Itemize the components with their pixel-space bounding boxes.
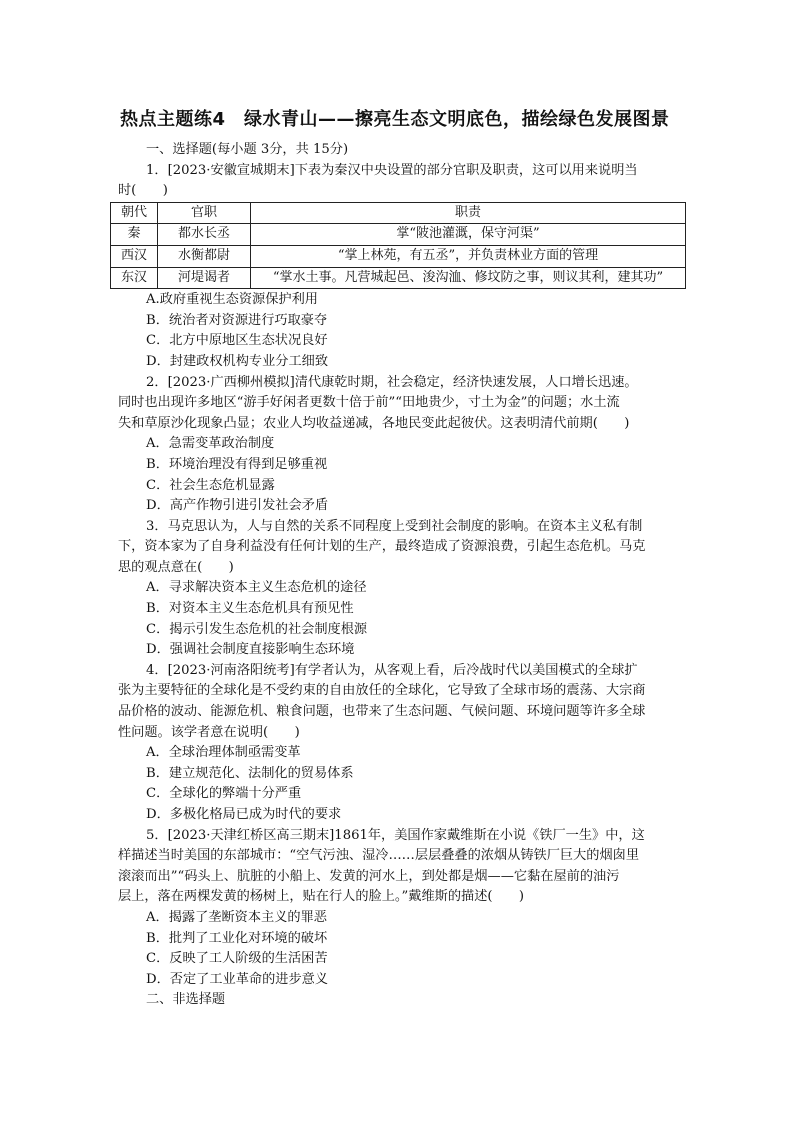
question-3-stem-line: 3．马克思认为，人与自然的关系不同程度上受到社会制度的影响。在资本主义私有制 bbox=[146, 518, 643, 534]
question-5-option: B．批判了工业化对环境的破坏 bbox=[146, 930, 328, 946]
table-row bbox=[111, 267, 686, 289]
question-4-stem-line: 张为主要特征的全球化是不受约束的自由放任的全球化，它导致了全球市场的震荡、大宗商 bbox=[118, 683, 646, 699]
section-heading-choice: 一、选择题(每小题 3分，共 15分) bbox=[146, 142, 349, 157]
question-1-option: A.政府重视生态资源保护利用 bbox=[146, 292, 318, 308]
question-1-option: C．北方中原地区生态状况良好 bbox=[146, 333, 328, 349]
question-3-stem-line: 思的观点意在( ) bbox=[118, 559, 234, 575]
question-2-option: C．社会生态危机显露 bbox=[146, 477, 275, 493]
question-4-option: B．建立规范化、法制化的贸易体系 bbox=[146, 765, 354, 781]
question-3-option: A．寻求解决资本主义生态危机的途径 bbox=[146, 580, 367, 596]
question-4-stem-line: 4．[2023·河南洛阳统考]有学者认为，从客观上看，后冷战时代以美国模式的全球扩 bbox=[146, 662, 638, 678]
question-4-option: C．全球化的弊端十分严重 bbox=[146, 786, 302, 802]
table-header-dynasty: 朝代 bbox=[111, 202, 158, 224]
question-5-option: A．揭露了垄断资本主义的罪恶 bbox=[146, 909, 327, 925]
question-2-option: B．环境治理没有得到足够重视 bbox=[146, 456, 328, 472]
table-header-office: 官职 bbox=[158, 202, 251, 224]
question-5-stem-line: 样描述当时美国的东部城市：“空气污浊、湿冷……层层叠叠的浓烟从铸铁厂巨大的烟囱里 bbox=[118, 848, 640, 864]
question-5-stem-line: 滚滚而出”“码头上、肮脏的小船上、发黄的河水上，到处都是烟——它黏在屋前的油污 bbox=[118, 868, 620, 884]
question-1-option: D．封建政权机构专业分工细致 bbox=[146, 353, 329, 369]
question-4-option: D．多极化格局已成为时代的要求 bbox=[146, 807, 342, 822]
question-2-option: D．高产作物引进引发社会矛盾 bbox=[146, 498, 329, 514]
table-row bbox=[111, 224, 686, 246]
question-4-stem-line: 品价格的波动、能源危机、粮食问题，也带来了生态问题、气候问题、环境问题等许多全球 bbox=[118, 704, 646, 720]
question-3-option: B．对资本主义生态危机具有预见性 bbox=[146, 601, 354, 617]
official-duties-table bbox=[110, 202, 686, 289]
question-4-option: A．全球治理体制亟需变革 bbox=[146, 745, 301, 761]
table-cell: 都水长丞 bbox=[158, 224, 251, 246]
table-cell: “掌水土事。凡营城起邑、浚沟洫、修坟防之事，则议其利，建其功” bbox=[251, 267, 686, 289]
question-1-option: B．统治者对资源进行巧取豪夺 bbox=[146, 312, 328, 328]
question-5-stem-line: 5．[2023·天津红桥区高三期末]1861年，美国作家戴维斯在小说《铁厂一生》中，这 bbox=[146, 827, 645, 843]
question-2-option: A．急需变革政治制度 bbox=[146, 436, 275, 452]
question-3-option: C．揭示引发生态危机的社会制度根源 bbox=[146, 621, 368, 637]
question-5-option: D．否定了工业革命的进步意义 bbox=[146, 971, 329, 987]
question-3-option: D．强调社会制度直接影响生态环境 bbox=[146, 642, 355, 658]
page-title: 热点主题练4 绿水青山——擦亮生态文明底色，描绘绿色发展图景 bbox=[120, 109, 670, 130]
question-5-stem-line: 层上，落在两棵发黄的杨树上，贴在行人的脸上。”戴维斯的描述( ) bbox=[118, 889, 525, 905]
section-heading-nonchoice: 二、非选择题 bbox=[146, 992, 226, 1008]
question-5-option: C．反映了工人阶级的生活困苦 bbox=[146, 951, 328, 967]
table-cell: 东汉 bbox=[111, 267, 158, 289]
question-2-stem-line: 失和草原沙化现象凸显；农业人均收益递减，各地民变此起彼伏。这表明清代前期( ) bbox=[118, 415, 630, 431]
table-cell: “掌上林苑，有五丞”，并负责林业方面的管理 bbox=[251, 245, 686, 267]
table-row bbox=[111, 245, 686, 267]
question-1-stem-line: 时( ) bbox=[118, 183, 168, 199]
question-content bbox=[118, 140, 686, 1011]
table-cell: 秦 bbox=[111, 224, 158, 246]
table-header-duty: 职责 bbox=[251, 202, 686, 224]
table-cell: 掌“陂池灌溉，保守河渠” bbox=[251, 224, 686, 246]
table-cell: 水衡都尉 bbox=[158, 245, 251, 267]
question-3-stem-line: 下，资本家为了自身利益没有任何计划的生产，最终造成了资源浪费，引起生态危机。马克 bbox=[118, 539, 646, 555]
question-2-stem-line: 同时也出现许多地区“游手好闲者更数十倍于前”“田地贵少，寸土为金”的问题；水土流 bbox=[118, 395, 620, 411]
question-1-stem-line: 1．[2023·安徽宣城期末]下表为秦汉中央设置的部分官职及职责，这可以用来说明当 bbox=[146, 162, 638, 178]
table-header-row bbox=[111, 202, 686, 224]
table-cell: 西汉 bbox=[111, 245, 158, 267]
table-cell: 河堤谒者 bbox=[158, 267, 251, 289]
question-2-stem-line: 2．[2023·广西柳州模拟]清代康乾时期，社会稳定，经济快速发展，人口增长迅速。 bbox=[146, 374, 638, 390]
question-4-stem-line: 性问题。该学者意在说明( ) bbox=[118, 724, 300, 740]
